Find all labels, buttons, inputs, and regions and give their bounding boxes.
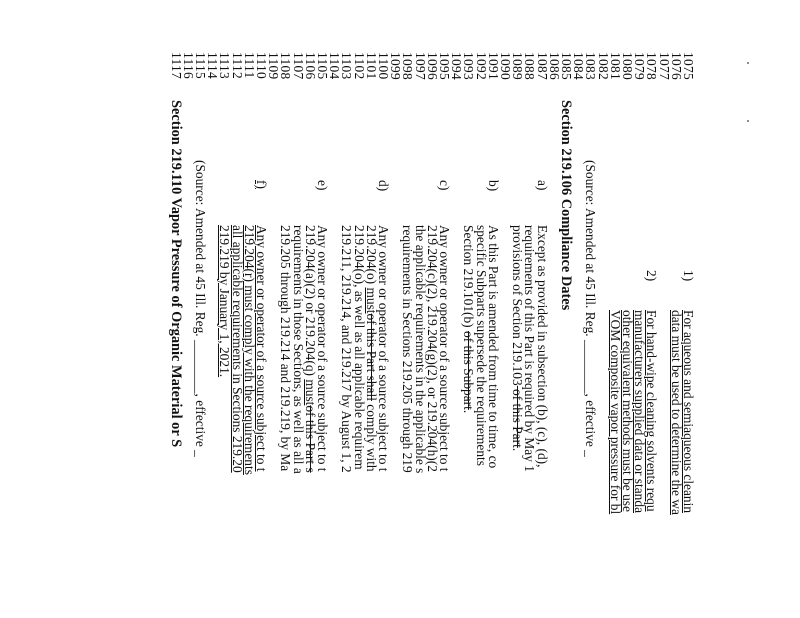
line-number: 1110 <box>254 52 269 79</box>
line-number: 1086 <box>546 52 562 80</box>
text-segment: 219.211, 219.214, and 219.217 by August 1, 2 <box>339 225 355 473</box>
line-number: 1094 <box>449 52 465 80</box>
line-number: 1090 <box>498 52 513 80</box>
inserted-text: For aqueous and semiaqueous cleanin <box>681 310 696 514</box>
line-number: 1097 <box>412 52 428 80</box>
text-segment: comply with <box>363 400 379 472</box>
line-number: 1104 <box>327 52 343 80</box>
subsection-label: e) <box>315 180 330 191</box>
text-segment: (Source: Amended at 45 Ill. Reg. ________, effective _ <box>193 160 208 457</box>
line-number: 1096 <box>424 52 440 80</box>
inserted-text: other equivalent methods must be use <box>620 310 635 512</box>
text-segment: Any owner or operator of a source subject to t <box>315 225 330 472</box>
line-number: 1077 <box>656 52 672 80</box>
line-number: 1084 <box>571 52 587 80</box>
text-segment: 219.204(o) <box>363 225 379 288</box>
subsection-label: 1) <box>681 270 696 282</box>
inserted-text: must <box>363 287 379 314</box>
text-segment: provisions of Section 219.103 <box>510 225 526 386</box>
line-number: 1103 <box>339 52 355 80</box>
line-number: 1106 <box>302 52 318 80</box>
line-number: 1085 <box>559 52 574 80</box>
line-number: 1102 <box>351 52 367 80</box>
subsection-label: 2) <box>644 270 660 282</box>
text-segment: 219.204(c)(2), 219.204(g)(2), or 219.204(h)(2 <box>424 225 440 472</box>
inserted-text: Any owner or operator of a source subject to t <box>254 225 269 472</box>
text-segment: Section 219.106 Compliance Dates <box>558 100 574 311</box>
text-segment: requirements in those Sections, as well as all a <box>290 225 306 474</box>
line-number: 1095 <box>437 52 452 80</box>
line-number: 1088 <box>522 52 538 80</box>
line-number: 1083 <box>583 52 599 80</box>
text-segment: Any owner or operator of a source subject to t <box>376 225 391 472</box>
line-number: 1100 <box>376 52 391 80</box>
section-heading <box>165 100 187 447</box>
text-segment: specific Subparts supersede the requirements <box>473 225 489 466</box>
inserted-text: VOM composite vapor pressure for bl <box>607 310 623 515</box>
line-number: 1080 <box>620 52 635 80</box>
subsection-label: b) <box>485 180 501 192</box>
line-number: 1108 <box>278 52 294 80</box>
struck-text: of this Subpart <box>461 331 477 410</box>
rotated-document-page <box>2 0 800 618</box>
text-segment: . <box>461 409 477 414</box>
inserted-text: data must be used to determine the wa <box>668 310 684 515</box>
inserted-text: must <box>302 379 318 406</box>
text-segment: Section 219.110 Vapor Pressure of Organic Material or S <box>167 100 184 448</box>
inserted-text: all applicable requirements in Sections 219.20 <box>229 225 245 473</box>
line-number: 1089 <box>510 52 526 80</box>
line-number: 1098 <box>400 52 416 80</box>
inserted-text: 219.204(r) must comply with the requirements <box>241 225 257 475</box>
line-number: 1079 <box>632 52 648 80</box>
text-segment: requirements in Sections 219.205 through 219 <box>400 225 416 473</box>
subsection-label: d) <box>376 180 391 192</box>
line-number: 1116 <box>180 52 196 79</box>
line-number: 1105 <box>315 52 330 80</box>
text-segment: (Source: Amended at 45 Ill. Reg. ________, effective _ <box>583 160 599 457</box>
document-line <box>165 0 187 618</box>
inserted-text: For hand-wipe cleaning solvents requ <box>644 310 660 512</box>
line-number: 1091 <box>485 52 501 80</box>
line-number: 1101 <box>363 52 379 80</box>
line-number: 1099 <box>388 52 404 80</box>
line-number: 1113 <box>217 52 233 79</box>
text-segment: As this Part is amended from time to time, co <box>485 225 501 469</box>
text-segment: the applicable requirements in the applicable s <box>412 225 428 474</box>
line-number: 1081 <box>607 52 623 80</box>
line-number: 1075 <box>681 52 696 80</box>
line-number: 1117 <box>168 52 184 79</box>
line-number: 1115 <box>193 52 208 79</box>
line-number: 1112 <box>229 52 245 79</box>
inserted-text: manufacturers supplied data or standa <box>632 310 648 514</box>
subsection-label: a) <box>534 180 550 191</box>
text-segment: Section 219.101(b) <box>461 225 477 331</box>
inserted-text: 219.219 by January 1, 2021. <box>217 225 233 378</box>
line-number: 1082 <box>595 52 611 80</box>
text-segment: Any owner or operator of a source subject to t <box>437 225 452 472</box>
text-segment: 219.205 through 219.214 and 219.219, by Ma <box>278 225 294 472</box>
subsection-label: f) <box>254 180 269 189</box>
line-number: 1092 <box>473 52 489 80</box>
line-number: 1078 <box>644 52 660 80</box>
text-segment: . <box>510 447 526 452</box>
text-segment: 219.204(a)(2) or 219.204(q) <box>302 225 318 380</box>
line-number: 1093 <box>461 52 477 80</box>
subsection-label: c) <box>437 180 452 191</box>
text-segment: Except as provided in subsection (b), (c), (d), <box>534 225 550 468</box>
text-segment: 219.204(o), as well as all applicable requirem <box>351 225 367 470</box>
struck-text: of this Part s <box>302 405 318 473</box>
struck-text: of this Part shall <box>363 313 379 401</box>
line-number: 1107 <box>290 52 306 80</box>
line-number: 1076 <box>668 52 684 80</box>
struck-text: of this Part <box>510 385 526 448</box>
line-number: 1087 <box>534 52 550 80</box>
line-number: 1109 <box>266 52 282 80</box>
line-number: 1111 <box>241 52 257 79</box>
text-segment: requirements of this Part is required by May 1 <box>522 225 538 472</box>
line-number: 1114 <box>205 52 221 79</box>
